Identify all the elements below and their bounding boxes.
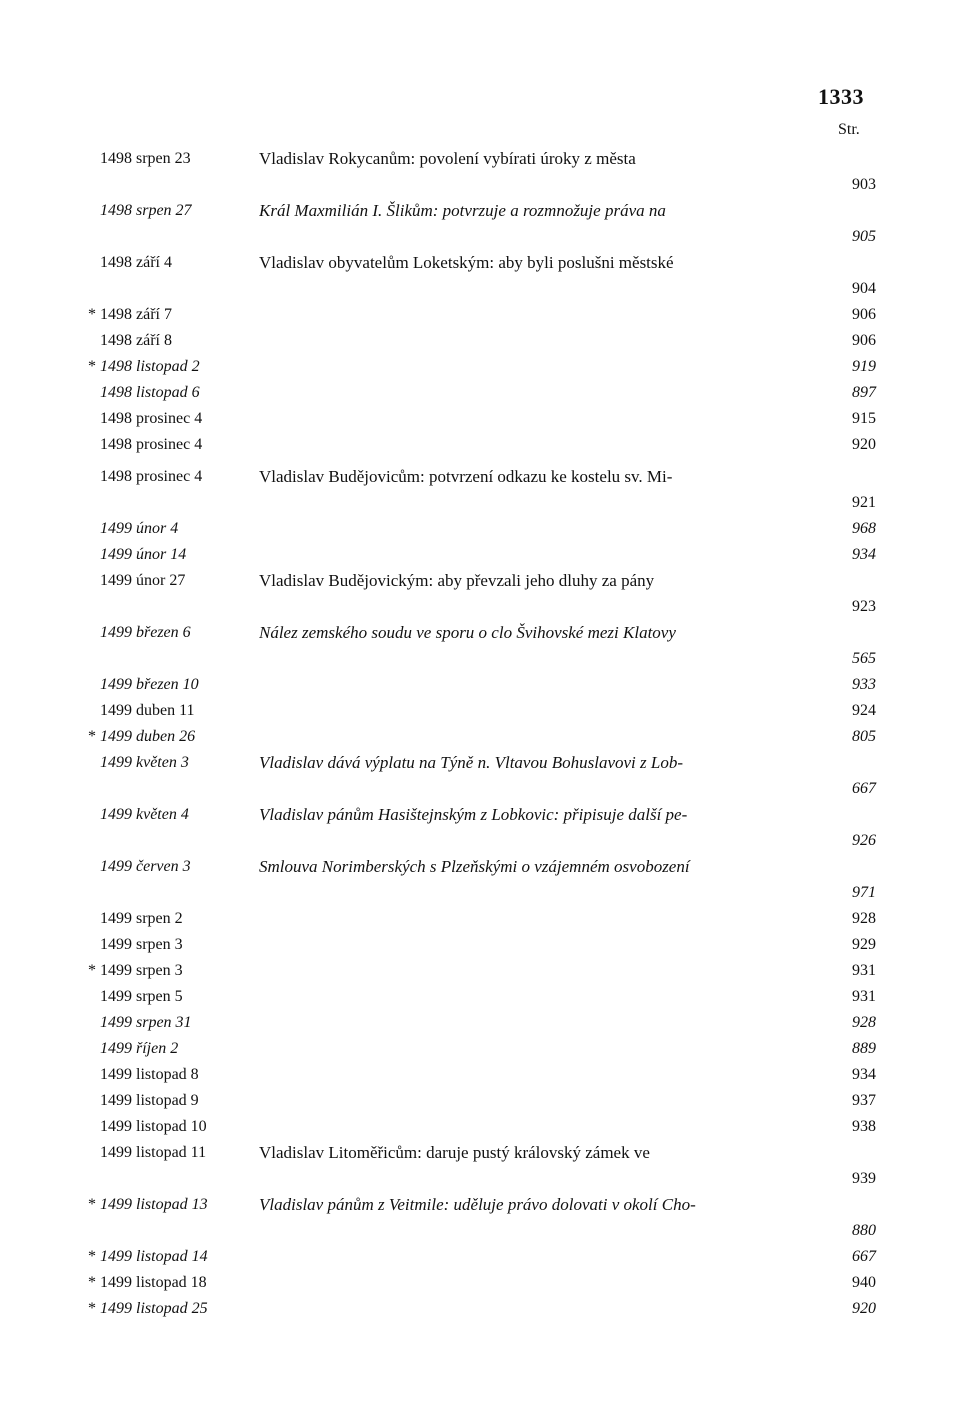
entry-page-number: 889 bbox=[852, 1040, 876, 1057]
entry-page-number: 921 bbox=[852, 494, 876, 511]
entry-page-number: 933 bbox=[852, 676, 876, 693]
toc-entry-line bbox=[0, 984, 960, 1010]
entry-star-marker: * bbox=[88, 1300, 96, 1317]
toc-entry-line bbox=[0, 776, 960, 802]
entry-date-text: 1499 květen 4 bbox=[100, 806, 189, 823]
toc-entry-line bbox=[0, 354, 960, 380]
toc-entry-line bbox=[0, 1036, 960, 1062]
entry-date-text: 1499 srpen 2 bbox=[100, 910, 183, 927]
entry-date-text: 1499 říjen 2 bbox=[100, 1040, 179, 1057]
page-column-header: Str. bbox=[838, 121, 860, 138]
toc-entry bbox=[0, 698, 960, 724]
toc-entry-line bbox=[0, 672, 960, 698]
entry-page-number: 928 bbox=[852, 1014, 876, 1031]
entry-page-number: 805 bbox=[852, 728, 876, 745]
entry-page-number: 904 bbox=[852, 280, 876, 297]
toc-entry-line bbox=[0, 328, 960, 354]
toc-entry-line bbox=[0, 1088, 960, 1114]
entry-date-text: 1499 listopad 10 bbox=[100, 1118, 207, 1135]
toc-entry bbox=[0, 464, 960, 516]
toc-entry-line bbox=[0, 880, 960, 906]
toc-entry-line bbox=[0, 854, 960, 880]
toc-entry-line bbox=[0, 276, 960, 302]
toc-entry-line bbox=[0, 646, 960, 672]
toc-entry bbox=[0, 328, 960, 354]
toc-entry bbox=[0, 516, 960, 542]
entry-date-text: 1499 duben 11 bbox=[100, 702, 195, 719]
toc-entry-line bbox=[0, 1062, 960, 1088]
entry-page-number: 934 bbox=[852, 1066, 876, 1083]
entry-date-text: 1498 listopad 2 bbox=[100, 358, 200, 375]
entry-page-number: 934 bbox=[852, 546, 876, 563]
entry-star-marker: * bbox=[88, 358, 96, 375]
entry-date-text: 1499 listopad 25 bbox=[100, 1300, 208, 1317]
entry-title-text: Král Maxmilián I. Šlikům: potvrzuje a rozmnožuje práva na bbox=[259, 201, 666, 220]
toc-entry-line bbox=[0, 906, 960, 932]
entry-date-text: 1498 prosinec 4 bbox=[100, 410, 203, 427]
entry-date-text: 1499 únor 4 bbox=[100, 520, 179, 537]
entry-title bbox=[259, 854, 821, 880]
entry-date-text: 1499 listopad 11 bbox=[100, 1144, 207, 1161]
entry-date-text: 1499 březen 10 bbox=[100, 676, 199, 693]
entry-date-text: 1499 únor 27 bbox=[100, 572, 186, 589]
toc-entry bbox=[0, 354, 960, 380]
toc-entry-line bbox=[0, 724, 960, 750]
entry-page-number: 928 bbox=[852, 910, 876, 927]
toc-entry bbox=[0, 958, 960, 984]
entry-title bbox=[259, 250, 821, 276]
entry-title bbox=[259, 146, 821, 172]
toc-entry bbox=[0, 250, 960, 302]
entry-date-text: 1498 srpen 27 bbox=[100, 202, 192, 219]
toc-entry bbox=[0, 146, 960, 198]
entry-date-text: 1499 srpen 3 bbox=[100, 962, 183, 979]
entry-title bbox=[259, 568, 821, 594]
toc-entry-line bbox=[0, 620, 960, 646]
entry-page-number: 565 bbox=[852, 650, 876, 667]
toc-entry-line bbox=[0, 490, 960, 516]
entry-page-number: 897 bbox=[852, 384, 876, 401]
entry-star-marker: * bbox=[88, 306, 96, 323]
toc-entry bbox=[0, 1036, 960, 1062]
toc-entry-line bbox=[0, 1140, 960, 1166]
entry-date-text: 1498 srpen 23 bbox=[100, 150, 191, 167]
entry-star-marker: * bbox=[88, 1274, 96, 1291]
entry-title-text: Vladislav Litoměřicům: daruje pustý královský zámek ve bbox=[259, 1143, 650, 1162]
toc-entry-line bbox=[0, 802, 960, 828]
entry-date-text: 1499 listopad 9 bbox=[100, 1092, 199, 1109]
entry-title-text: Nález zemského soudu ve sporu o clo Švihovské mezi Klatovy bbox=[259, 623, 676, 642]
entry-page-number: 667 bbox=[852, 1248, 876, 1265]
toc-entry bbox=[0, 1192, 960, 1244]
entry-date-text: 1498 září 7 bbox=[100, 306, 172, 323]
entry-page-number: 905 bbox=[852, 228, 876, 245]
entry-page-number: 939 bbox=[852, 1170, 876, 1187]
entry-page-number: 880 bbox=[852, 1222, 876, 1239]
entry-page-number: 931 bbox=[852, 962, 876, 979]
toc-entry-line bbox=[0, 516, 960, 542]
toc-entry bbox=[0, 406, 960, 432]
entry-title bbox=[259, 1140, 821, 1166]
entry-page-number: 919 bbox=[852, 358, 876, 375]
toc-entry bbox=[0, 672, 960, 698]
toc-entry-line bbox=[0, 406, 960, 432]
toc-entry bbox=[0, 198, 960, 250]
entry-page-number: 667 bbox=[852, 780, 876, 797]
toc-entry-line bbox=[0, 302, 960, 328]
entry-page-number: 968 bbox=[852, 520, 876, 537]
entry-title bbox=[259, 750, 821, 776]
toc-entry bbox=[0, 1010, 960, 1036]
entry-date-text: 1499 duben 26 bbox=[100, 728, 196, 745]
toc-entry bbox=[0, 1114, 960, 1140]
toc-entry-line bbox=[0, 1010, 960, 1036]
page-number: 1333 bbox=[818, 84, 864, 109]
toc-entry-line bbox=[0, 1114, 960, 1140]
entry-page-number: 915 bbox=[852, 410, 876, 427]
entry-date-text: 1499 srpen 31 bbox=[100, 1014, 192, 1031]
toc-entry bbox=[0, 906, 960, 932]
entry-date-text: 1498 listopad 6 bbox=[100, 384, 200, 401]
entry-star-marker: * bbox=[88, 1196, 96, 1213]
toc-entry bbox=[0, 1244, 960, 1270]
toc-entry bbox=[0, 380, 960, 406]
toc-entry bbox=[0, 750, 960, 802]
toc-entry-line bbox=[0, 828, 960, 854]
entry-date-text: 1499 březen 6 bbox=[100, 624, 191, 641]
toc-entry bbox=[0, 724, 960, 750]
toc-entry-line bbox=[0, 432, 960, 458]
entry-date-text: 1498 září 4 bbox=[100, 254, 172, 271]
entry-date-text: 1498 prosinec 4 bbox=[100, 468, 203, 485]
toc-entry bbox=[0, 568, 960, 620]
toc-entry-line bbox=[0, 1296, 960, 1322]
entry-date-text: 1498 září 8 bbox=[100, 332, 172, 349]
toc-entry-line bbox=[0, 1270, 960, 1296]
entry-date-text: 1499 listopad 8 bbox=[100, 1066, 199, 1083]
entry-title-text: Vladislav pánům Hasištejnským z Lobkovic: připisuje další pe- bbox=[259, 805, 688, 824]
toc-entry bbox=[0, 932, 960, 958]
toc-entry-line bbox=[0, 932, 960, 958]
toc-entry-line bbox=[0, 464, 960, 490]
toc-entry bbox=[0, 542, 960, 568]
entry-title-text: Vladislav Rokycanům: povolení vybírati úroky z města bbox=[259, 149, 636, 168]
toc-entry bbox=[0, 1062, 960, 1088]
toc-entry-line bbox=[0, 594, 960, 620]
toc-entry bbox=[0, 1140, 960, 1192]
entry-star-marker: * bbox=[88, 1248, 96, 1265]
entry-title-text: Vladislav Budějovickým: aby převzali jeho dluhy za pány bbox=[259, 571, 655, 590]
entry-page-number: 931 bbox=[852, 988, 876, 1005]
toc-entry-line bbox=[0, 698, 960, 724]
entry-star-marker: * bbox=[88, 728, 96, 745]
entry-title bbox=[259, 620, 821, 646]
toc-entry bbox=[0, 802, 960, 854]
entry-page-number: 920 bbox=[852, 436, 876, 453]
toc-entry bbox=[0, 620, 960, 672]
toc-entry-line bbox=[0, 198, 960, 224]
toc-entry-line bbox=[0, 146, 960, 172]
entry-star-marker: * bbox=[88, 962, 96, 979]
entry-page-number: 906 bbox=[852, 306, 876, 323]
toc-entry bbox=[0, 854, 960, 906]
toc-entry-line bbox=[0, 542, 960, 568]
entry-date-text: 1499 listopad 18 bbox=[100, 1274, 207, 1291]
entry-page-number: 920 bbox=[852, 1300, 876, 1317]
toc-entry bbox=[0, 1270, 960, 1296]
toc-entry-line bbox=[0, 1244, 960, 1270]
entry-title bbox=[259, 464, 821, 490]
entry-page-number: 929 bbox=[852, 936, 876, 953]
entry-date-text: 1499 červen 3 bbox=[100, 858, 191, 875]
entry-title bbox=[259, 802, 821, 828]
entry-page-number: 940 bbox=[852, 1274, 876, 1291]
entry-page-number: 903 bbox=[852, 176, 876, 193]
entry-title-text: Vladislav obyvatelům Loketským: aby byli poslušni městské bbox=[259, 253, 674, 272]
entry-date-text: 1499 listopad 14 bbox=[100, 1248, 208, 1265]
toc-entry bbox=[0, 1088, 960, 1114]
toc-entry-line bbox=[0, 568, 960, 594]
entry-date-text: 1499 květen 3 bbox=[100, 754, 189, 771]
entry-title bbox=[259, 1192, 821, 1218]
toc-list bbox=[0, 146, 960, 1322]
entry-date-text: 1499 listopad 13 bbox=[100, 1196, 208, 1213]
toc-entry-line bbox=[0, 750, 960, 776]
entry-date-text: 1499 srpen 3 bbox=[100, 936, 183, 953]
entry-title-text: Vladislav Budějovicům: potvrzení odkazu ke kostelu sv. Mi- bbox=[259, 467, 673, 486]
entry-page-number: 906 bbox=[852, 332, 876, 349]
toc-entry-line bbox=[0, 250, 960, 276]
toc-entry-line bbox=[0, 958, 960, 984]
toc-entry-line bbox=[0, 172, 960, 198]
entry-page-number: 971 bbox=[852, 884, 876, 901]
toc-entry-line bbox=[0, 1166, 960, 1192]
entry-title bbox=[259, 198, 821, 224]
entry-page-number: 937 bbox=[852, 1092, 876, 1109]
toc-entry-line bbox=[0, 380, 960, 406]
entry-date-text: 1498 prosinec 4 bbox=[100, 436, 203, 453]
entry-date-text: 1499 únor 14 bbox=[100, 546, 187, 563]
toc-entry-line bbox=[0, 1192, 960, 1218]
entry-title-text: Vladislav pánům z Veitmile: uděluje právo dolovati v okolí Cho- bbox=[259, 1195, 696, 1214]
entry-page-number: 938 bbox=[852, 1118, 876, 1135]
toc-entry bbox=[0, 432, 960, 464]
toc-entry bbox=[0, 302, 960, 328]
entry-page-number: 923 bbox=[852, 598, 876, 615]
entry-title-text: Smlouva Norimberských s Plzeňskými o vzájemném osvobození bbox=[259, 857, 690, 876]
entry-title-text: Vladislav dává výplatu na Týně n. Vltavou Bohuslavovi z Lob- bbox=[259, 753, 683, 772]
entry-date-text: 1499 srpen 5 bbox=[100, 988, 183, 1005]
toc-entry-line bbox=[0, 224, 960, 250]
toc-entry-line bbox=[0, 1218, 960, 1244]
toc-entry bbox=[0, 1296, 960, 1322]
entry-page-number: 926 bbox=[852, 832, 876, 849]
entry-page-number: 924 bbox=[852, 702, 876, 719]
toc-entry bbox=[0, 984, 960, 1010]
